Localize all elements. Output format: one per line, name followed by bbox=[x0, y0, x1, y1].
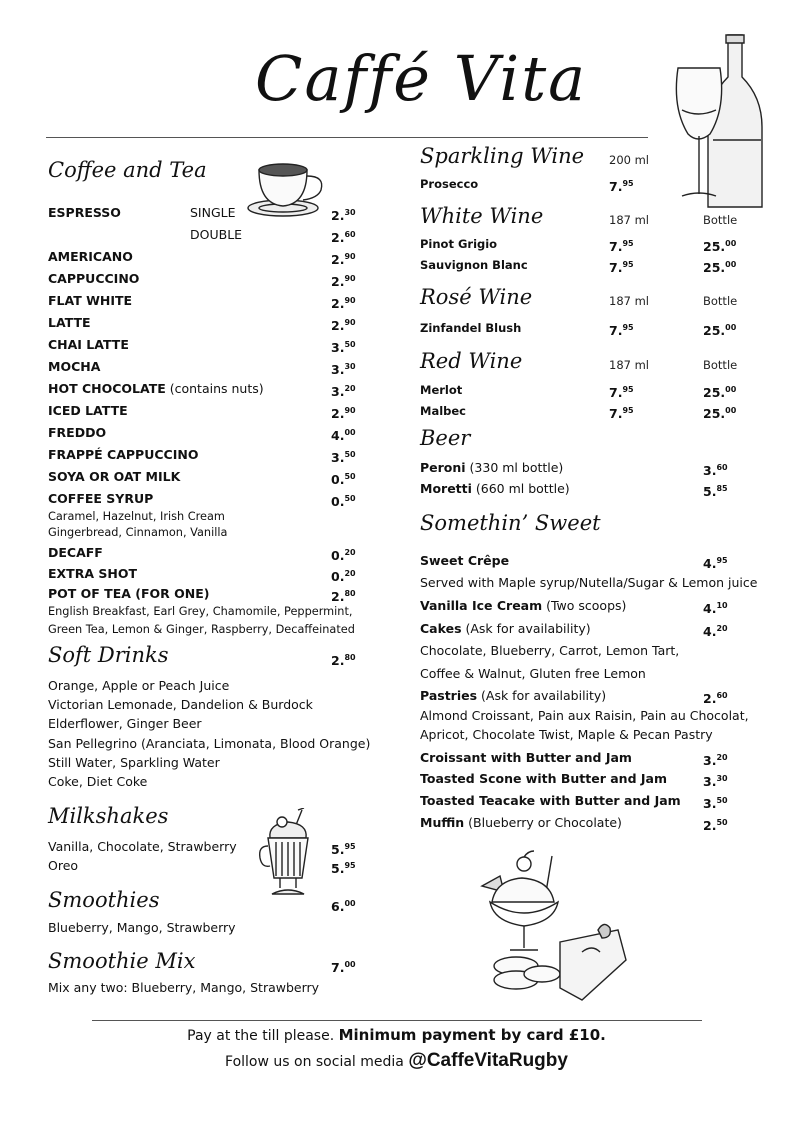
item-price: 5.95 bbox=[331, 842, 356, 858]
item-price: 3.30 bbox=[331, 362, 356, 378]
column-header-glass: 187 ml bbox=[609, 213, 650, 227]
item-price: 2.50 bbox=[703, 818, 728, 834]
item-description: Served with Maple syrup/Nutella/Sugar & Lemon juice bbox=[420, 575, 758, 590]
section-heading-coffee: Coffee and Tea bbox=[48, 158, 207, 182]
item-name: Sweet Crêpe bbox=[420, 553, 510, 568]
item-price: 25.00 bbox=[703, 239, 737, 255]
soft-drink-line: San Pellegrino (Aranciata, Limonata, Blood Orange) bbox=[48, 736, 371, 751]
cafe-title: Caffé Vita bbox=[255, 42, 588, 115]
item-name: Muffin (Blueberry or Chocolate) bbox=[420, 815, 622, 830]
soft-drink-line: Elderflower, Ginger Beer bbox=[48, 716, 202, 731]
item-name: Pinot Grigio bbox=[420, 237, 498, 251]
item-price: 2.90 bbox=[331, 318, 356, 334]
item-price: 7.95 bbox=[609, 239, 634, 255]
item-name: Toasted Teacake with Butter and Jam bbox=[420, 793, 681, 808]
item-price: 3.50 bbox=[331, 340, 356, 356]
item-name: Prosecco bbox=[420, 177, 479, 191]
soft-drink-line: Orange, Apple or Peach Juice bbox=[48, 678, 230, 693]
column-header-glass: 187 ml bbox=[609, 294, 650, 308]
item-price: 2.30 bbox=[331, 208, 356, 224]
item-name: AMERICANO bbox=[48, 249, 133, 264]
item-price: 2.90 bbox=[331, 296, 356, 312]
column-header-glass: 200 ml bbox=[609, 153, 650, 167]
smoothies-description: Blueberry, Mango, Strawberry bbox=[48, 920, 236, 935]
item-name: FREDDO bbox=[48, 425, 107, 440]
item-name: Vanilla Ice Cream (Two scoops) bbox=[420, 598, 627, 613]
item-price: 0.20 bbox=[331, 548, 356, 564]
item-name: Malbec bbox=[420, 404, 466, 418]
coffee-cup-illustration bbox=[245, 158, 330, 222]
section-heading-soft-drinks: Soft Drinks bbox=[48, 643, 169, 667]
top-divider bbox=[46, 137, 648, 138]
milkshake-illustration bbox=[258, 808, 320, 900]
item-price: 3.60 bbox=[703, 463, 728, 479]
item-price: 2.90 bbox=[331, 274, 356, 290]
item-price: 4.20 bbox=[703, 624, 728, 640]
smoothie-mix-price: 7.00 bbox=[331, 960, 356, 976]
item-name: Oreo bbox=[48, 858, 79, 873]
column-header-bottle: Bottle bbox=[703, 213, 738, 227]
item-price: 25.00 bbox=[703, 385, 737, 401]
item-name: CAPPUCCINO bbox=[48, 271, 140, 286]
item-price: 7.95 bbox=[609, 323, 634, 339]
item-name: Moretti (660 ml bottle) bbox=[420, 481, 570, 496]
item-price: 0.20 bbox=[331, 569, 356, 585]
item-name: Zinfandel Blush bbox=[420, 321, 522, 335]
smoothies-price: 6.00 bbox=[331, 899, 356, 915]
item-name: Toasted Scone with Butter and Jam bbox=[420, 771, 667, 786]
soft-drink-line: Still Water, Sparkling Water bbox=[48, 755, 220, 770]
section-heading-white-wine: White Wine bbox=[420, 204, 544, 228]
item-description: Gingerbread, Cinnamon, Vanilla bbox=[48, 526, 228, 539]
size-single-label: SINGLE bbox=[190, 205, 236, 220]
section-heading-milkshakes: Milkshakes bbox=[48, 804, 169, 828]
item-price: 3.30 bbox=[703, 774, 728, 790]
item-description: English Breakfast, Earl Grey, Chamomile, Peppermint, bbox=[48, 605, 353, 618]
item-price: 4.00 bbox=[331, 428, 356, 444]
section-heading-rose-wine: Rosé Wine bbox=[420, 285, 533, 309]
item-price: 4.10 bbox=[703, 601, 728, 617]
soft-drinks-price: 2.80 bbox=[331, 653, 356, 669]
item-name: Sauvignon Blanc bbox=[420, 258, 528, 272]
item-price: 25.00 bbox=[703, 323, 737, 339]
item-description: Almond Croissant, Pain aux Raisin, Pain au Chocolat, bbox=[420, 708, 749, 723]
social-handle: @CaffeVitaRugby bbox=[408, 1050, 568, 1071]
footer-divider bbox=[92, 1020, 702, 1021]
soft-drink-line: Victorian Lemonade, Dandelion & Burdock bbox=[48, 697, 313, 712]
item-name: LATTE bbox=[48, 315, 91, 330]
item-price: 2.60 bbox=[703, 691, 728, 707]
dessert-illustration bbox=[474, 850, 634, 1002]
section-heading-beer: Beer bbox=[420, 426, 471, 450]
section-heading-smoothie-mix: Smoothie Mix bbox=[48, 949, 196, 973]
item-price: 5.95 bbox=[331, 861, 356, 877]
item-price: 2.60 bbox=[331, 230, 356, 246]
item-price: 7.95 bbox=[609, 179, 634, 195]
smoothie-mix-description: Mix any two: Blueberry, Mango, Strawberry bbox=[48, 980, 320, 995]
column-header-bottle: Bottle bbox=[703, 294, 738, 308]
item-price: 7.95 bbox=[609, 260, 634, 276]
item-description: Coffee & Walnut, Gluten free Lemon bbox=[420, 666, 646, 681]
item-price: 25.00 bbox=[703, 406, 737, 422]
item-price: 3.50 bbox=[331, 450, 356, 466]
item-price: 0.50 bbox=[331, 472, 356, 488]
item-name: MOCHA bbox=[48, 359, 101, 374]
section-heading-smoothies: Smoothies bbox=[48, 888, 160, 912]
item-name: ESPRESSO bbox=[48, 205, 121, 220]
item-price: 3.20 bbox=[703, 753, 728, 769]
item-name: HOT CHOCOLATE (contains nuts) bbox=[48, 381, 264, 396]
item-name: SOYA OR OAT MILK bbox=[48, 469, 181, 484]
item-price: 5.85 bbox=[703, 484, 728, 500]
section-heading-red-wine: Red Wine bbox=[420, 349, 523, 373]
payment-note: Pay at the till please. Minimum payment by card £10. bbox=[187, 1026, 606, 1044]
item-description: Chocolate, Blueberry, Carrot, Lemon Tart, bbox=[420, 643, 680, 658]
item-name: CHAI LATTE bbox=[48, 337, 129, 352]
item-name: COFFEE SYRUP bbox=[48, 491, 154, 506]
item-name: Vanilla, Chocolate, Strawberry bbox=[48, 839, 237, 854]
item-name: Pastries (Ask for availability) bbox=[420, 688, 607, 703]
item-price: 2.90 bbox=[331, 406, 356, 422]
item-name: FLAT WHITE bbox=[48, 293, 133, 308]
item-price: 7.95 bbox=[609, 406, 634, 422]
item-price: 3.50 bbox=[703, 796, 728, 812]
section-heading-sparkling-wine: Sparkling Wine bbox=[420, 144, 585, 168]
section-heading-somethin-sweet: Somethin’ Sweet bbox=[420, 511, 601, 535]
column-header-glass: 187 ml bbox=[609, 358, 650, 372]
item-name: EXTRA SHOT bbox=[48, 566, 137, 581]
item-name: Cakes (Ask for availability) bbox=[420, 621, 591, 636]
item-price: 25.00 bbox=[703, 260, 737, 276]
item-price: 7.95 bbox=[609, 385, 634, 401]
item-name: Merlot bbox=[420, 383, 463, 397]
item-price: 2.80 bbox=[331, 589, 356, 605]
item-name: Croissant with Butter and Jam bbox=[420, 750, 632, 765]
social-note: Follow us on social media @CaffeVitaRugby bbox=[225, 1050, 568, 1071]
column-header-bottle: Bottle bbox=[703, 358, 738, 372]
item-description: Caramel, Hazelnut, Irish Cream bbox=[48, 510, 225, 523]
item-price: 2.90 bbox=[331, 252, 356, 268]
soft-drink-line: Coke, Diet Coke bbox=[48, 774, 148, 789]
wine-bottle-glass-illustration bbox=[668, 30, 768, 210]
item-description: Green Tea, Lemon & Ginger, Raspberry, Decaffeinated bbox=[48, 623, 355, 636]
item-name: Peroni (330 ml bottle) bbox=[420, 460, 564, 475]
item-price: 3.20 bbox=[331, 384, 356, 400]
item-name: ICED LATTE bbox=[48, 403, 128, 418]
item-description: Apricot, Chocolate Twist, Maple & Pecan Pastry bbox=[420, 727, 713, 742]
item-name: POT OF TEA (FOR ONE) bbox=[48, 586, 210, 601]
size-double-label: DOUBLE bbox=[190, 227, 243, 242]
item-name: DECAFF bbox=[48, 545, 103, 560]
item-name: FRAPPÉ CAPPUCCINO bbox=[48, 447, 199, 462]
item-price: 4.95 bbox=[703, 556, 728, 572]
item-price: 0.50 bbox=[331, 494, 356, 510]
